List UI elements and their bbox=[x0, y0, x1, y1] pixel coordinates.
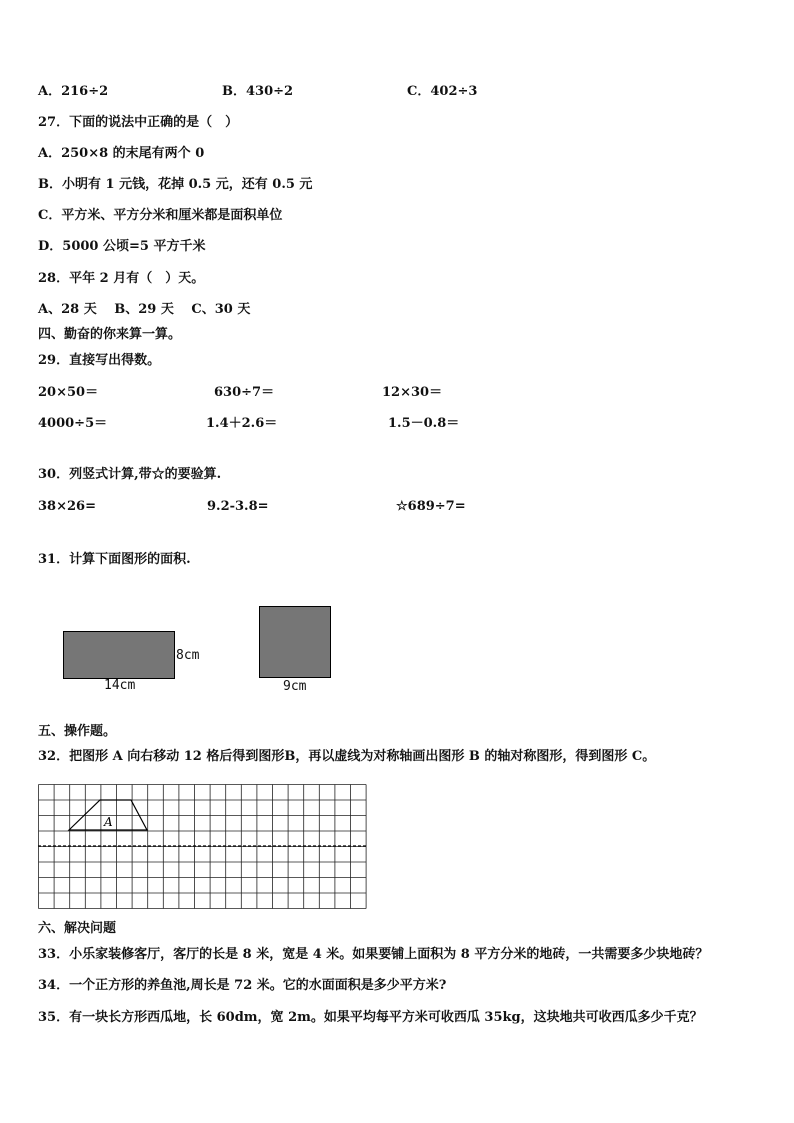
q27-option-b: B．小明有 1 元钱，花掉 0.5 元，还有 0.5 元 bbox=[38, 177, 313, 192]
section-6-title: 六、解决问题 bbox=[38, 921, 117, 936]
q28-stem: 28．平年 2 月有（ ）天。 bbox=[38, 271, 205, 286]
square-side-label: 9cm bbox=[283, 679, 307, 694]
grid-lines bbox=[39, 785, 367, 909]
q26-option-b: B．430÷2 bbox=[222, 84, 294, 99]
q26-option-c: C．402÷3 bbox=[407, 84, 478, 99]
q27-stem: 27．下面的说法中正确的是（ ） bbox=[38, 115, 239, 130]
q29-item-2: 630÷7＝ bbox=[214, 385, 275, 400]
q35-text: 35．有一块长方形西瓜地，长 60dm，宽 2m。如果平均每平方米可收西瓜 35kg，这块地共可收西瓜多少千克？ bbox=[38, 1010, 703, 1025]
q30-stem: 30．列竖式计算,带☆的要验算. bbox=[38, 467, 222, 482]
q31-stem: 31．计算下面图形的面积. bbox=[38, 552, 191, 567]
q29-stem: 29．直接写出得数。 bbox=[38, 353, 161, 368]
q27-option-a: A．250×8 的末尾有两个 0 bbox=[38, 146, 205, 161]
q27-option-c: C．平方米、平方分米和厘米都是面积单位 bbox=[38, 208, 283, 223]
q32-stem: 32．把图形 A 向右移动 12 格后得到图形B，再以虚线为对称轴画出图形 B 的轴对称图形，得到图形 C。 bbox=[38, 749, 656, 764]
q34-text: 34．一个正方形的养鱼池,周长是 72 米。它的水面面积是多少平方米? bbox=[38, 978, 447, 993]
rectangle-width-label: 14cm bbox=[104, 678, 136, 693]
shape-a-label: A bbox=[104, 815, 113, 829]
q29-item-5: 1.4＋2.6＝ bbox=[206, 416, 278, 431]
q26-option-a: A．216÷2 bbox=[38, 84, 109, 99]
q29-item-4: 4000÷5＝ bbox=[38, 416, 108, 431]
q32-grid bbox=[38, 784, 368, 910]
q27-option-d: D．5000 公顷=5 平方千米 bbox=[38, 239, 206, 254]
q30-item-2: 9.2-3.8= bbox=[207, 499, 269, 514]
q29-item-3: 12×30＝ bbox=[382, 385, 443, 400]
q30-item-1: 38×26= bbox=[38, 499, 96, 514]
rectangle-height-label: 8cm bbox=[176, 648, 200, 663]
section-5-title: 五、操作题。 bbox=[38, 724, 117, 739]
q28-options: A、28 天 B、29 天 C、30 天 bbox=[38, 302, 251, 317]
square-shape bbox=[259, 606, 331, 678]
q29-item-6: 1.5－0.8＝ bbox=[388, 416, 460, 431]
q30-item-3: ☆689÷7= bbox=[396, 499, 466, 514]
q29-item-1: 20×50＝ bbox=[38, 385, 99, 400]
rectangle-shape bbox=[63, 631, 175, 679]
q33-text: 33．小乐家装修客厅，客厅的长是 8 米，宽是 4 米。如果要铺上面积为 8 平方分米的地砖，一共需要多少块地砖？ bbox=[38, 947, 709, 962]
section-4-title: 四、勤奋的你来算一算。 bbox=[38, 327, 182, 342]
